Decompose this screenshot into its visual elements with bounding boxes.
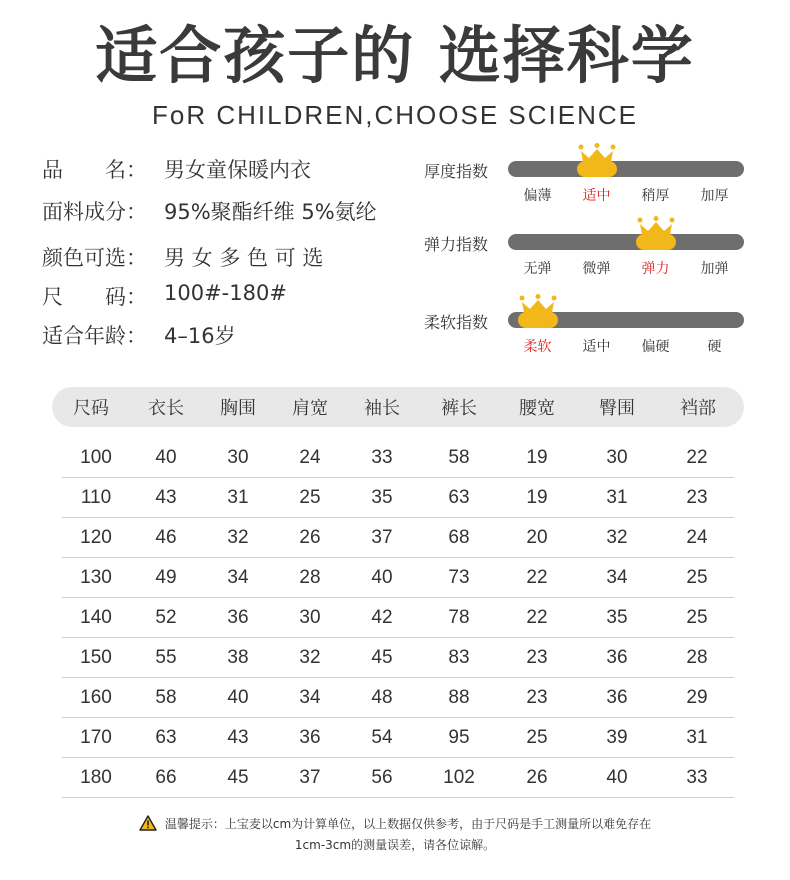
table-cell: 23 [686,486,708,508]
table-cell: 49 [155,566,177,588]
table-cell: 34 [227,566,249,588]
info-value: 100#-180# [164,281,287,305]
table-cell: 31 [606,486,628,508]
size-table-header [52,387,744,427]
index-title: 厚度指数 [424,162,489,181]
table-cell: 43 [227,726,249,748]
table-header-cell: 裆部 [680,398,716,419]
index-level: 柔软 [523,339,552,355]
table-cell: 100 [80,446,112,468]
crown-icon [578,143,616,169]
table-cell: 40 [227,686,249,708]
table-cell: 102 [443,766,475,788]
table-cell: 35 [606,606,628,628]
table-cell: 36 [606,646,628,668]
table-row [62,558,734,598]
info-row-size [42,281,287,311]
table-cell: 20 [526,526,548,548]
index-level: 无弹 [523,261,552,277]
table-header-cell: 衣长 [148,398,184,419]
index-title: 柔软指数 [424,313,489,332]
table-cell: 43 [155,486,177,508]
table-cell: 120 [80,526,112,548]
table-cell: 22 [686,446,708,468]
table-cell: 39 [606,726,628,748]
table-cell: 30 [227,446,249,468]
table-cell: 45 [371,646,393,668]
table-cell: 24 [686,526,708,548]
info-value: 95%聚酯纤维 5%氨纶 [164,200,377,224]
info-label: 适合年龄： [42,324,147,348]
table-cell: 23 [526,646,548,668]
table-header-cell: 臀围 [599,398,635,419]
table-cell: 45 [227,766,249,788]
index-level: 适中 [582,188,611,204]
table-cell: 19 [526,486,548,508]
info-value: 4–16岁 [164,324,236,348]
table-cell: 36 [227,606,249,628]
table-cell: 25 [526,726,548,748]
table-cell: 37 [371,526,393,548]
info-label: 品 名： [42,158,147,182]
index-level: 适中 [582,339,611,355]
table-cell: 40 [371,566,393,588]
index-level: 偏薄 [523,188,552,204]
index-levels [508,258,744,278]
softness-index [424,302,764,362]
info-label: 颜色可选： [42,246,147,270]
table-cell: 32 [227,526,249,548]
index-level: 偏硬 [641,339,670,355]
table-cell: 32 [299,646,321,668]
table-row [62,718,734,758]
table-cell: 37 [299,766,321,788]
index-levels [508,336,744,356]
table-cell: 160 [80,686,112,708]
table-cell: 25 [299,486,321,508]
table-cell: 35 [371,486,393,508]
index-track [508,312,744,328]
table-cell: 33 [686,766,708,788]
table-cell: 40 [606,766,628,788]
table-cell: 52 [155,606,177,628]
table-cell: 38 [227,646,249,668]
page-title: 适合孩子的 选择科学 [95,19,695,92]
table-cell: 140 [80,606,112,628]
index-level: 加厚 [700,188,729,204]
table-row [62,638,734,678]
index-track [508,161,744,177]
tip-note [0,814,790,856]
table-cell: 28 [686,646,708,668]
table-cell: 34 [606,566,628,588]
table-cell: 54 [371,726,393,748]
table-header-cell: 裤长 [441,398,477,419]
elasticity-index [424,224,764,284]
thickness-index [424,151,764,211]
table-cell: 36 [606,686,628,708]
table-cell: 55 [155,646,177,668]
table-cell: 25 [686,606,708,628]
page-subtitle: FoR CHILDREN,CHOOSE SCIENCE [152,100,638,130]
note-text-line1: 温馨提示：上宝麦以cm为计算单位，以上数据仅供参考，由于尺码是手工测量所以难免存在 [164,817,652,831]
table-header-cell: 胸围 [220,398,256,419]
table-cell: 30 [299,606,321,628]
table-cell: 180 [80,766,112,788]
index-level: 加弹 [700,261,729,277]
table-cell: 130 [80,566,112,588]
table-row [62,598,734,638]
index-level: 弹力 [641,261,670,277]
info-value: 男女童保暖内衣 [164,158,311,182]
table-cell: 30 [606,446,628,468]
info-row-colors [42,242,323,272]
info-label: 面料成分： [42,200,147,224]
table-cell: 66 [155,766,177,788]
table-cell: 63 [448,486,470,508]
index-levels [508,185,744,205]
table-cell: 31 [686,726,708,748]
table-cell: 34 [299,686,321,708]
table-cell: 68 [448,526,470,548]
table-cell: 73 [448,566,470,588]
index-level: 硬 [707,339,722,355]
table-cell: 26 [299,526,321,548]
table-cell: 95 [448,726,470,748]
note-line [0,814,790,835]
table-cell: 40 [155,446,177,468]
table-cell: 58 [155,686,177,708]
table-cell: 83 [448,646,470,668]
table-cell: 110 [80,486,112,508]
index-level: 稍厚 [641,188,670,204]
table-cell: 32 [606,526,628,548]
table-row [62,518,734,558]
table-cell: 36 [299,726,321,748]
info-row-fabric [42,196,377,226]
table-cell: 33 [371,446,393,468]
warning-icon [139,815,157,831]
table-cell: 48 [371,686,393,708]
table-header-cell: 袖长 [364,398,400,419]
note-text-line2: 1cm-3cm的测量误差，请各位谅解。 [294,838,496,852]
crown-icon [519,294,557,320]
info-row-age [42,320,236,350]
table-cell: 78 [448,606,470,628]
crown-icon [637,216,675,242]
table-cell: 22 [526,606,548,628]
table-cell: 26 [526,766,548,788]
table-cell: 56 [371,766,393,788]
table-cell: 19 [526,446,548,468]
table-cell: 46 [155,526,177,548]
table-cell: 29 [686,686,708,708]
table-cell: 23 [526,686,548,708]
table-cell: 24 [299,446,321,468]
table-row [62,758,734,798]
table-cell: 28 [299,566,321,588]
table-cell: 31 [227,486,249,508]
table-row [62,678,734,718]
table-cell: 22 [526,566,548,588]
table-cell: 150 [80,646,112,668]
table-cell: 170 [80,726,112,748]
size-table-body [62,438,734,798]
info-row-name [42,154,311,184]
index-title: 弹力指数 [424,235,489,254]
table-cell: 58 [448,446,470,468]
table-header-cell: 尺码 [73,398,109,419]
info-label: 尺 码： [42,285,147,309]
info-value: 男 女 多 色 可 选 [164,246,324,270]
table-cell: 88 [448,686,470,708]
table-header-cell: 腰宽 [519,398,555,419]
table-row [62,438,734,478]
index-track [508,234,744,250]
table-cell: 25 [686,566,708,588]
table-cell: 42 [371,606,393,628]
index-level: 微弹 [582,261,611,277]
table-header-cell: 肩宽 [292,398,328,419]
table-cell: 63 [155,726,177,748]
table-row [62,478,734,518]
